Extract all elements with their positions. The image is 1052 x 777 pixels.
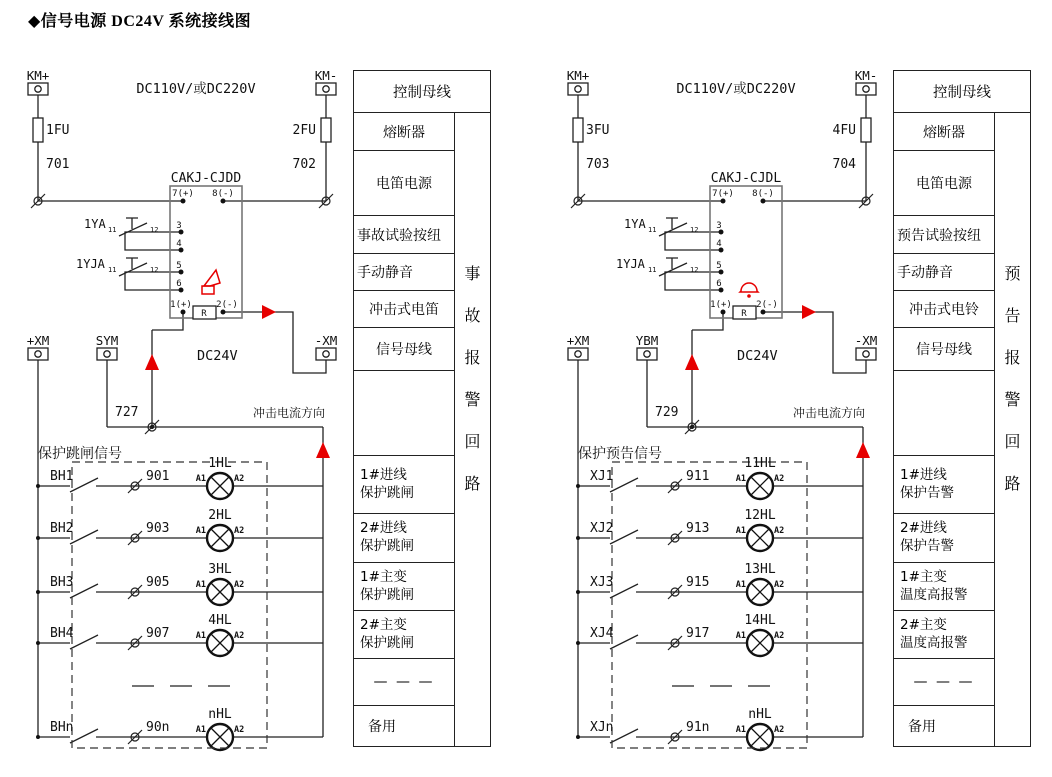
lamp-label: nHL — [208, 707, 232, 722]
contact-label: XJ4 — [590, 626, 614, 641]
lamp-terminal-a2: A2 — [234, 526, 245, 536]
lamp-terminal-a1: A1 — [195, 526, 206, 536]
contact-label: XJn — [590, 720, 614, 735]
relay-terminal-label: 5 — [716, 261, 722, 271]
fuse-label: 3FU — [586, 123, 610, 138]
lamp-terminal-a1: A1 — [195, 631, 206, 641]
accident-alarm-table — [353, 70, 491, 747]
table-cell: 冲击式电笛 — [354, 291, 454, 328]
table-cell: 信号母线 — [894, 328, 994, 371]
relay-terminal-label: 2(-) — [756, 300, 778, 310]
wire-number: 911 — [686, 469, 710, 484]
dc24v-label: DC24V — [197, 348, 238, 364]
lamp-terminal-a1: A1 — [735, 631, 746, 641]
contact-number: 11 — [108, 226, 117, 234]
table-cell: 备用 — [368, 719, 396, 735]
table-cell: 2#主变 保护跳闸 — [354, 611, 454, 659]
table-cell: 1#进线 保护告警 — [894, 456, 994, 514]
table-cell: 手动静音 — [894, 254, 994, 291]
relay-model-label: CAKJ-CJDL — [710, 171, 782, 186]
protection-device-boundary — [72, 462, 267, 748]
wire-tap-marks — [31, 194, 333, 744]
bus-terminal-label: -XM — [314, 333, 338, 348]
relay-terminal-label: 8(-) — [212, 189, 234, 199]
relay-terminal-label: 3 — [716, 221, 722, 231]
table-cell: 信号母线 — [354, 328, 454, 371]
wire-number: 704 — [832, 157, 856, 172]
wire-number: 729 — [655, 405, 679, 420]
relay-terminal-label: 6 — [716, 279, 722, 289]
table-cell: 1#主变 温度高报警 — [894, 563, 994, 611]
contact-label: BH2 — [50, 521, 74, 536]
table-cell: 1#主变 保护跳闸 — [354, 563, 454, 611]
relay-model-label: CAKJ-CJDD — [170, 171, 242, 186]
relay-terminal-label: 4 — [716, 239, 722, 249]
wire-number: 905 — [146, 575, 170, 590]
vertical-label: 事故报警回路 — [464, 264, 481, 493]
km-minus-label: KM- — [854, 68, 878, 83]
contact-label: XJ1 — [590, 469, 614, 484]
current-direction-arrows — [145, 305, 330, 458]
table-cell-empty — [354, 371, 454, 456]
bus-terminal-label: -XM — [854, 333, 878, 348]
relay-terminal-label: 1(+) — [170, 300, 192, 310]
labels — [27, 68, 338, 462]
lamp-label: 3HL — [208, 562, 232, 577]
relay-terminal-label: 2(-) — [216, 300, 238, 310]
arrow-up-icon — [856, 442, 870, 458]
lamp-label: 14HL — [744, 613, 776, 628]
resistor-label: R — [201, 309, 207, 319]
wire-number: 915 — [686, 575, 710, 590]
wire-number: 91n — [686, 720, 710, 735]
bus-terminal-label: +XM — [566, 333, 590, 348]
circuit-type-column — [995, 113, 1030, 746]
contact-blades — [70, 478, 98, 743]
voltage-label: DC110V/或DC220V — [136, 81, 256, 97]
bus-terminal-label: +XM — [26, 333, 50, 348]
relay-terminal-label: 7(+) — [712, 189, 734, 199]
impulse-direction-label: 冲击电流方向 — [793, 406, 866, 420]
bell-icon — [740, 283, 758, 298]
table-cell: 电笛电源 — [894, 151, 994, 216]
accident-alarm-circuit — [20, 60, 365, 770]
fuse-symbol — [573, 118, 583, 142]
button-contact-glyphs — [659, 218, 687, 276]
page-title: ◆信号电源 DC24V 系统接线图 — [28, 13, 252, 30]
contact-label: BH1 — [50, 469, 74, 484]
contact-number: 12 — [150, 266, 159, 274]
table-cell: 熔断器 — [354, 113, 454, 151]
wire-number: 90n — [146, 720, 170, 735]
relay-terminal-label: 7(+) — [172, 189, 194, 199]
labels — [567, 68, 878, 462]
fuse-symbol — [33, 118, 43, 142]
dc24v-label: DC24V — [737, 348, 778, 364]
km-plus-label: KM+ — [566, 68, 590, 83]
vertical-label: 预告报警回路 — [1004, 264, 1021, 493]
contact-number: 12 — [690, 226, 699, 234]
table-cell: 2#进线 保护跳闸 — [354, 514, 454, 563]
wire-number: 727 — [115, 405, 139, 420]
table-cell: 事故试验按纽 — [354, 216, 454, 254]
contact-label: XJ3 — [590, 575, 614, 590]
lamp-label: 12HL — [744, 508, 776, 523]
lamp-terminal-a2: A2 — [774, 725, 785, 735]
fuse-label: 2FU — [292, 123, 316, 138]
table-header: 控制母线 — [894, 71, 1030, 113]
prewarning-alarm-table — [893, 70, 1031, 747]
table-header: 控制母线 — [354, 71, 490, 113]
lamp-label: 4HL — [208, 613, 232, 628]
wire-number: 907 — [146, 626, 170, 641]
table-cell: 手动静音 — [354, 254, 454, 291]
contact-number: 12 — [150, 226, 159, 234]
wire-number: 703 — [586, 157, 610, 172]
lamp-terminal-a1: A1 — [735, 580, 746, 590]
lamp-label: 1HL — [208, 456, 232, 471]
arrow-right-icon — [802, 305, 816, 319]
protection-device-boundary — [612, 462, 807, 748]
wire-number: 913 — [686, 521, 710, 536]
contact-number: 11 — [108, 266, 117, 274]
fuse-symbol — [321, 118, 331, 142]
arrow-up-icon — [145, 354, 159, 370]
bus-terminal-label: YBM — [635, 333, 659, 348]
wire-number: 917 — [686, 626, 710, 641]
lamp-terminal-a2: A2 — [774, 526, 785, 536]
wire-number: 701 — [46, 157, 70, 172]
lamp-terminal-a1: A1 — [195, 580, 206, 590]
circuit-type-column — [455, 113, 490, 746]
table-cell-dash: — — — — [894, 659, 994, 706]
lamp-terminal-a2: A2 — [234, 725, 245, 735]
lamp-terminal-a2: A2 — [774, 631, 785, 641]
relay-terminal-label: 1(+) — [710, 300, 732, 310]
lamp-label: 13HL — [744, 562, 776, 577]
table-cell: 2#主变 温度高报警 — [894, 611, 994, 659]
test-button-label: 1YA — [84, 217, 106, 231]
test-button-label: 1YJA — [616, 257, 645, 271]
test-button-label: 1YA — [624, 217, 646, 231]
lamp-terminal-a1: A1 — [735, 474, 746, 484]
lamp-terminal-a2: A2 — [234, 580, 245, 590]
contact-number: 11 — [648, 266, 657, 274]
group-label: 保护预告信号 — [578, 446, 662, 462]
contact-blades — [610, 478, 638, 743]
contact-number: 11 — [648, 226, 657, 234]
km-minus-label: KM- — [314, 68, 338, 83]
test-button-label: 1YJA — [76, 257, 105, 271]
lamp-terminal-a1: A1 — [735, 526, 746, 536]
button-contact-glyphs — [119, 218, 147, 276]
table-cell-dash: — — — — [354, 659, 454, 706]
lamp-label: nHL — [748, 707, 772, 722]
arrow-up-icon — [685, 354, 699, 370]
fuse-label: 1FU — [46, 123, 70, 138]
relay-terminal-label: 5 — [176, 261, 182, 271]
resistor-label: R — [741, 309, 747, 319]
contact-number: 12 — [690, 266, 699, 274]
contact-label: BH3 — [50, 575, 74, 590]
relay-terminal-label: 3 — [176, 221, 182, 231]
table-cell-empty — [894, 371, 994, 456]
table-cell: 备用 — [908, 719, 936, 735]
contact-label: BHn — [50, 720, 74, 735]
lamp-terminal-a2: A2 — [234, 474, 245, 484]
wire-tap-marks — [571, 194, 873, 744]
horn-icon — [202, 270, 220, 294]
bus-terminal-label: SYM — [95, 333, 119, 348]
lamp-label: 11HL — [744, 456, 776, 471]
lamp-terminal-a2: A2 — [774, 474, 785, 484]
lamp-terminal-a2: A2 — [774, 580, 785, 590]
arrow-up-icon — [316, 442, 330, 458]
lamp-terminal-a2: A2 — [234, 631, 245, 641]
relay-terminal-label: 6 — [176, 279, 182, 289]
table-cell: 2#进线 保护告警 — [894, 514, 994, 563]
table-cell: 预告试验按纽 — [894, 216, 994, 254]
group-label: 保护跳闸信号 — [38, 446, 122, 462]
contact-label: BH4 — [50, 626, 74, 641]
wire-number: 901 — [146, 469, 170, 484]
voltage-label: DC110V/或DC220V — [676, 81, 796, 97]
table-cell: 1#进线 保护跳闸 — [354, 456, 454, 514]
km-plus-label: KM+ — [26, 68, 50, 83]
impulse-direction-label: 冲击电流方向 — [253, 406, 326, 420]
relay-terminal-label: 8(-) — [752, 189, 774, 199]
prewarning-alarm-circuit — [560, 60, 905, 770]
lamp-terminal-a1: A1 — [735, 725, 746, 735]
current-direction-arrows — [685, 305, 870, 458]
table-cell: 电笛电源 — [354, 151, 454, 216]
wire-number: 903 — [146, 521, 170, 536]
lamp-label: 2HL — [208, 508, 232, 523]
lamp-terminal-a1: A1 — [195, 725, 206, 735]
table-cell: 冲击式电铃 — [894, 291, 994, 328]
wire-number: 702 — [292, 157, 316, 172]
arrow-right-icon — [262, 305, 276, 319]
fuse-symbol — [861, 118, 871, 142]
contact-label: XJ2 — [590, 521, 614, 536]
table-cell: 熔断器 — [894, 113, 994, 151]
relay-terminal-label: 4 — [176, 239, 182, 249]
lamp-terminal-a1: A1 — [195, 474, 206, 484]
fuse-label: 4FU — [832, 123, 856, 138]
